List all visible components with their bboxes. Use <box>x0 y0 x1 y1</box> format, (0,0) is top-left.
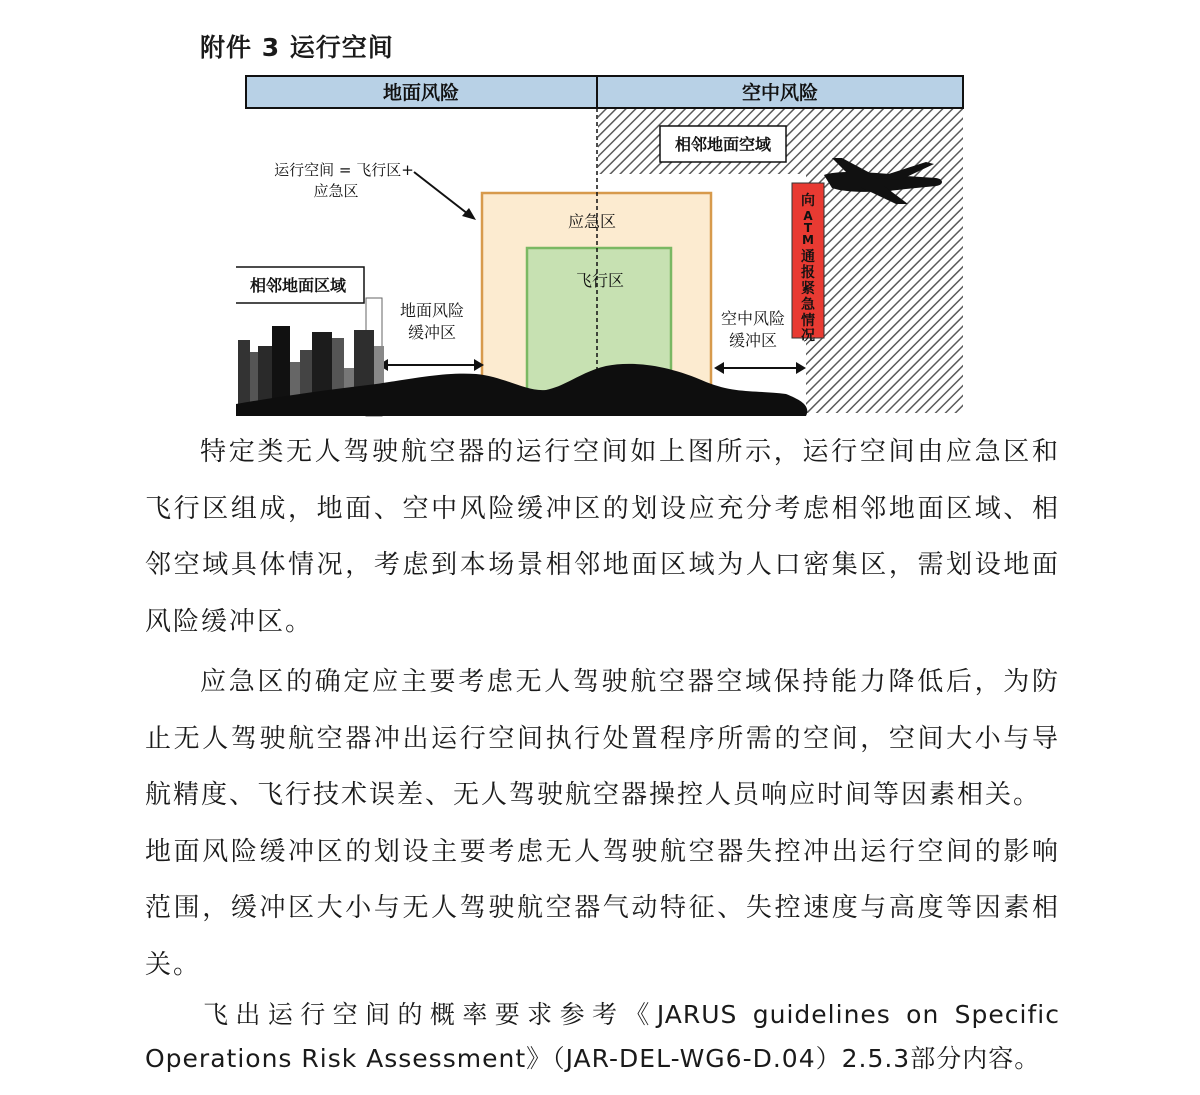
operational-volume-definition-line2: 应急区 <box>313 182 359 200</box>
atm-char: 况 <box>801 328 815 344</box>
contingency-area-label: 应急区 <box>567 212 617 231</box>
operational-volume-diagram <box>236 72 968 417</box>
paragraph-contingency-area: 应急区的确定应主要考虑无人驾驶航空器空域保持能力降低后，为防止无人驾驶航空器冲出运行空间执行处置程序所需的空间，空间大小与导航精度、飞行技术误差、无人驾驶航空器操控人员响应时间等因素相关。 <box>145 667 1060 810</box>
paragraph-ground-buffer: 地面风险缓冲区的划设主要考虑无人驾驶航空器失控冲出运行空间的影响范围，缓冲区大小与无人驾驶航空器气动特征、失控速度与高度等因素相关。 <box>145 836 1060 980</box>
atm-char: 向 <box>801 193 815 209</box>
paragraph-operational-volume: 特定类无人驾驶航空器的运行空间如上图所示，运行空间由应急区和飞行区组成，地面、空中风险缓冲区的划设应充分考虑相邻地面区域、相邻空域具体情况，考虑到本场景相邻地面区域为人口密集区，需划设地面风险缓冲区。 <box>145 437 1060 637</box>
page-heading: 附件 3 运行空间 <box>200 33 394 62</box>
atm-char: M <box>802 233 814 247</box>
adjacent-ground-area-label: 相邻地面区域 <box>249 276 347 295</box>
atm-char: 急 <box>801 297 815 313</box>
air-buffer-label-line1: 空中风险 <box>720 309 786 328</box>
atm-char: 通 <box>801 249 815 265</box>
atm-char: T <box>803 221 813 235</box>
air-risk-header: 空中风险 <box>741 82 819 104</box>
air-buffer-label-line2: 缓冲区 <box>728 331 778 350</box>
atm-char: A <box>803 209 813 223</box>
atm-char: 情 <box>801 313 815 329</box>
ground-risk-header: 地面风险 <box>382 82 460 104</box>
atm-char: 紧 <box>801 281 815 297</box>
atm-char: 报 <box>801 265 815 281</box>
ground-buffer-label-line1: 地面风险 <box>399 301 465 320</box>
flight-area-label: 飞行区 <box>575 271 625 290</box>
paragraph-jarus-reference: 飞出运行空间的概率要求参考《JARUS guidelines on Specific Operations Risk Assessment》（JAR-DEL-WG6-D.04）2.5.3部分内容。 <box>145 1000 1060 1073</box>
adjacent-airspace-label: 相邻地面空域 <box>674 135 772 154</box>
body-text <box>145 424 1060 1081</box>
ground-buffer-label-line2: 缓冲区 <box>407 323 457 342</box>
operational-volume-definition-line1: 运行空间 = 飞行区+ <box>274 161 414 179</box>
definition-arrow <box>414 172 468 214</box>
